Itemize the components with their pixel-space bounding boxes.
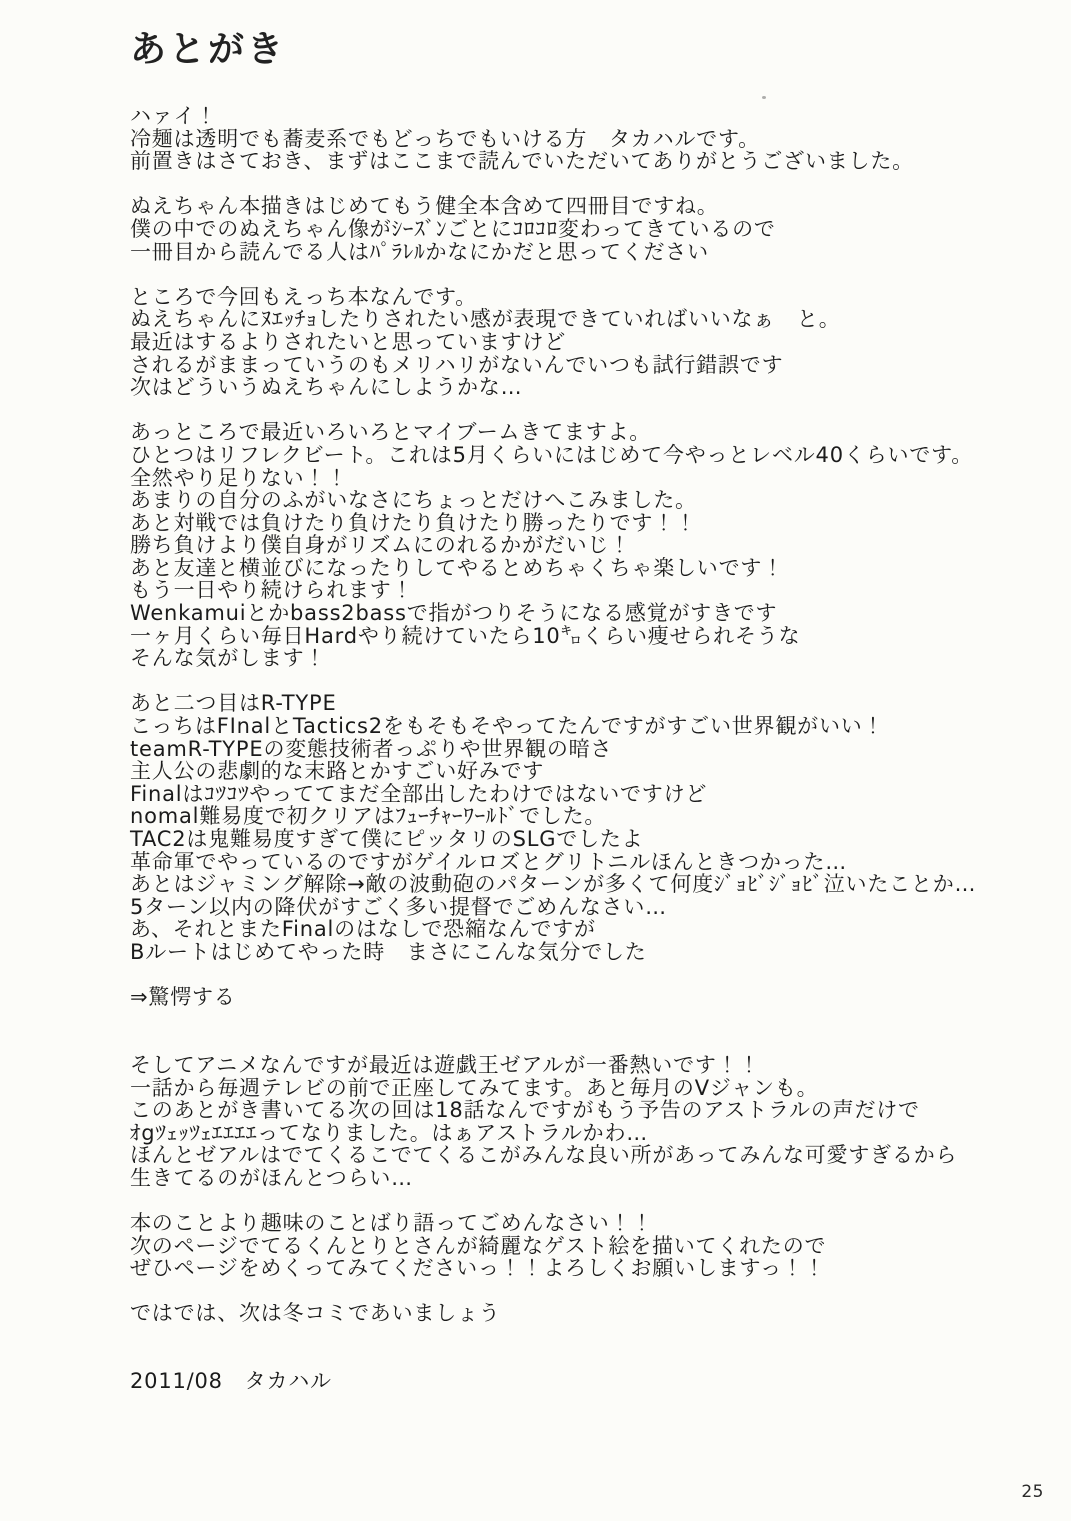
text-line: 一ヶ月くらい毎日Hardやり続けていたら10㌔くらい痩せられそうな [130,623,801,648]
text-line [130,399,1041,422]
text-line: ぬえちゃんにﾇｴｯﾁｮしたりされたい感が表現できていればいいなぁ と。 [130,307,841,332]
text-line: 冷麺は透明でも蕎麦系でもどっちでもいける方 タカハルです。 [130,126,760,151]
scan-speck [762,96,766,99]
text-line: ほんとゼアルはでてくるこでてくるこがみんな良い所があってみんな可愛すぎるから [130,1143,958,1168]
text-line: 全然やり足りない！！ [130,465,348,490]
text-line: あとはジャミング解除→敵の波動砲のパターンが多くて何度ｼﾞｮﾋﾞｼﾞｮﾋﾞ泣いたことか… [130,872,977,897]
text-line [130,1009,1041,1032]
text-line [130,1190,1041,1213]
text-line: 次のページでてるくんとりとさんが綺麗なゲスト絵を描いてくれたので [130,1233,827,1258]
text-line: ではでは、次は冬コミであいましょう [130,1301,501,1326]
text-line: されるがままっていうのもメリハリがないんでいつも試行錯誤です [130,352,784,377]
text-line: そしてアニメなんですが最近は遊戯王ゼアルが一番熱いです！！ [130,1052,761,1077]
text-line [130,263,1041,286]
text-line: nomal難易度で初クリアはﾌｭｰﾁｬｰﾜｰﾙﾄﾞでした。 [130,804,607,829]
text-line: 主人公の悲劇的な末路とかすごい好みです [130,759,545,784]
text-line: ⇒驚愕する [130,985,236,1010]
text-line: ｵgﾂｪｯﾂｪｴｴｴｴってなりました。はぁアストラルかわ… [130,1120,649,1145]
text-line: あまりの自分のふがいなさにちょっとだけへこみました。 [130,488,697,513]
signature-line: 2011/08 タカハル [130,1369,332,1394]
text-line: 生きてるのがほんとつらい… [130,1165,413,1190]
afterword-body [130,105,1041,1325]
text-line: あと友達と横並びになったりしてやるとめちゃくちゃ楽しいです！ [130,555,784,580]
text-line: あ、それとまたFinalのはなしで恐縮なんですが [130,917,596,942]
text-line: ところで今回もえっち本なんです。 [130,284,477,309]
text-line: Bルートはじめてやった時 まさにこんな気分でした [130,939,647,964]
text-line: あっところで最近いろいろとマイブームきてますよ。 [130,420,652,445]
text-line: TAC2は鬼難易度すぎて僕にピッタリのSLGでしたよ [130,827,644,851]
text-line: Finalはｺﾂｺﾂやっててまだ全部出したわけではないですけど [130,781,708,806]
text-line: 一冊目から読んでる人はﾊﾟﾗﾚﾙかなにかだと思ってください [130,239,709,264]
text-line: 次はどういうぬえちゃんにしようかな… [130,375,523,400]
text-line: ハァイ！ [130,104,218,128]
text-line [130,1031,1041,1054]
text-line: あと対戦では負けたり負けたり負けたり勝ったりです！！ [130,510,697,535]
page-title: あとがき [130,29,287,70]
text-line: 本のことより趣味のことばり語ってごめんなさい！！ [130,1211,654,1236]
text-line: もう一日やり続けられます！ [130,578,414,603]
text-line [130,173,1041,196]
text-line: ぜひページをめくってみてくださいっ！！よろしくお願いしますっ！！ [130,1256,826,1281]
text-line: 革命軍でやっているのですがゲイルロズとグリトニルほんときつかった… [130,849,848,874]
text-line: ぬえちゃん本描きはじめてもう健全本含めて四冊目ですね。 [130,194,719,219]
text-line [130,670,1041,693]
text-line [130,1280,1041,1303]
text-line: Wenkamuiとかbass2bassで指がつりそうになる感覚がすきです [130,601,778,626]
text-line: 5ターン以内の降伏がすごく多い提督でごめんなさい… [130,894,667,919]
text-line: あと二つ目はR-TYPE [130,691,337,716]
text-line: teamR-TYPEの変態技術者っぷりや世界観の暗さ [130,736,613,761]
text-line [130,964,1041,987]
text-line: 一話から毎週テレビの前で正座してみてます。あと毎月のVジャンも。 [130,1075,819,1100]
text-line: 勝ち負けより僕自身がリズムにのれるかがだいじ！ [130,533,631,558]
text-line: ひとつはリフレクビート。これは5月くらいにはじめて今やっとレベル40くらいです。 [130,442,973,467]
text-line: 最近はするよりされたいと思っていますけど [130,329,566,354]
text-line: こっちはFInalとTactics2をもそもそやってたんですがすごい世界観がいい！ [130,714,885,739]
text-line: そんな気がします！ [130,646,327,671]
text-line: このあとがき書いてる次の回は18話なんですがもう予告のアストラルの声だけで [130,1098,920,1123]
page-number: 25 [1021,1482,1044,1502]
text-line: 前置きはさておき、まずはここまで読んでいただいてありがとうございました。 [130,149,914,174]
text-line: 僕の中でのぬえちゃん像がｼｰｽﾞﾝごとにｺﾛｺﾛ変わってきているので [130,216,776,241]
